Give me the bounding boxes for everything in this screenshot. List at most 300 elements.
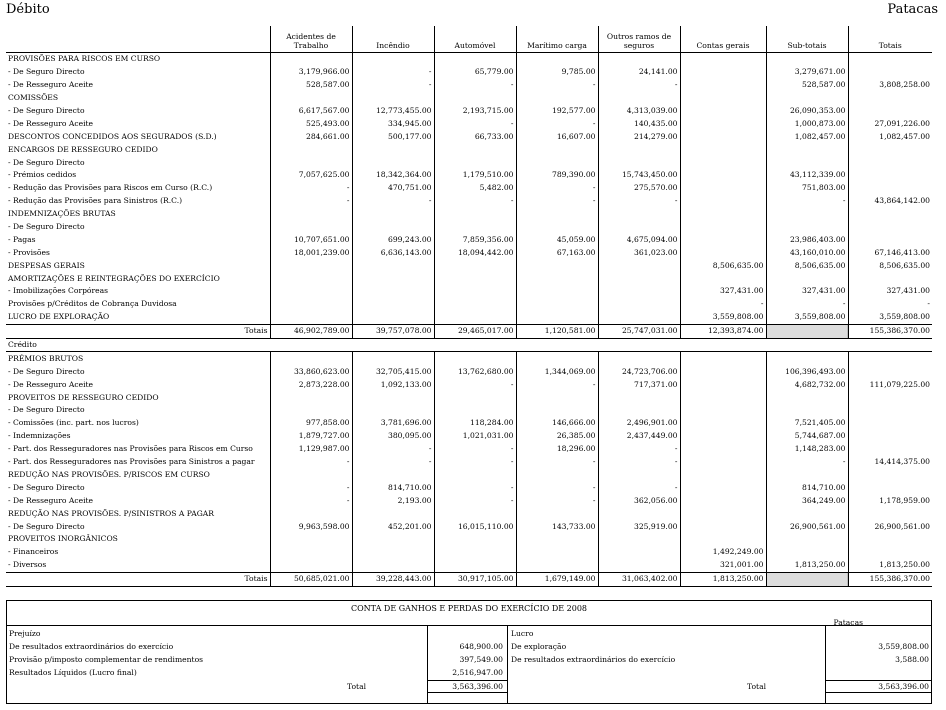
cell-value <box>516 311 598 324</box>
cell-value: 1,129,987.00 <box>270 443 352 456</box>
cell-value: 46,902,789.00 <box>270 324 352 338</box>
cell-value <box>680 443 766 456</box>
cell-value: 39,757,078.00 <box>352 324 434 338</box>
cell-value: - <box>516 195 598 208</box>
row-label: - Diversos <box>8 560 47 570</box>
cell-value <box>352 208 434 221</box>
cell-value <box>598 92 680 105</box>
cell-value <box>680 105 766 118</box>
cell-value <box>598 559 680 572</box>
row-label: - Provisões <box>8 247 50 257</box>
cell-value: 26,385.00 <box>516 430 598 443</box>
cell-value <box>598 533 680 546</box>
cell-value <box>270 546 352 559</box>
table-row <box>6 365 932 378</box>
cell-value <box>848 233 932 246</box>
cell-value <box>848 417 932 430</box>
cell-value: 26,900,561.00 <box>766 520 848 533</box>
cell-value: 1,178,959.00 <box>848 494 932 507</box>
row-label: Totais <box>6 324 270 338</box>
cell-value <box>848 365 932 378</box>
cell-value: 327,431.00 <box>766 285 848 298</box>
pl-item-label: De resultados extraordinários do exercício <box>9 642 174 651</box>
cell-value <box>434 156 516 169</box>
cell-value: - <box>516 494 598 507</box>
cell-value: 3,559,808.00 <box>766 311 848 324</box>
cell-value <box>766 324 848 338</box>
cell-value <box>680 169 766 182</box>
cell-value <box>516 272 598 285</box>
cell-value: 717,371.00 <box>598 378 680 391</box>
cell-value <box>516 298 598 311</box>
cell-value: 192,577.00 <box>516 105 598 118</box>
row-label: - De Seguro Directo <box>8 67 85 77</box>
profit-total-label: Total <box>747 682 767 691</box>
cell-value <box>270 391 352 404</box>
cell-value: 16,015,110.00 <box>434 520 516 533</box>
cell-value <box>516 259 598 272</box>
pl-item-value: 397,549.00 <box>459 655 503 664</box>
pl-item-value: 648,900.00 <box>459 642 503 651</box>
cell-value: 321,001.00 <box>680 559 766 572</box>
table-row <box>6 53 932 66</box>
cell-value <box>270 143 352 156</box>
cell-value <box>680 507 766 520</box>
cell-value <box>680 378 766 391</box>
table-row <box>6 221 932 234</box>
cell-value: 65,779.00 <box>434 66 516 79</box>
row-label: - Financeiros <box>8 547 59 557</box>
row-label: PRÉMIOS BRUTOS <box>8 353 84 363</box>
cell-value: - <box>434 481 516 494</box>
cell-value <box>434 352 516 365</box>
cell-value: 977,858.00 <box>270 417 352 430</box>
profit-total-value: 3,563,396.00 <box>878 682 929 691</box>
row-label: - Part. dos Resseguradores nas Provisões para Sinistros a pagar <box>8 457 255 467</box>
cell-value: - <box>516 182 598 195</box>
table-row <box>6 430 932 443</box>
cell-value: 7,057,625.00 <box>270 169 352 182</box>
row-label: - De Resseguro Aceite <box>8 80 94 90</box>
cell-value <box>848 533 932 546</box>
pl-item-label: De exploração <box>511 642 567 651</box>
row-label: PROVEITOS INORGÂNICOS <box>8 534 118 544</box>
cell-value <box>270 352 352 365</box>
cell-value <box>680 481 766 494</box>
cell-value <box>352 285 434 298</box>
cell-value <box>434 391 516 404</box>
row-label: - De Seguro Directo <box>8 366 85 376</box>
table-row <box>6 156 932 169</box>
row-label: REDUÇÃO NAS PROVISÕES. P/SINISTROS A PAGAR <box>8 508 214 518</box>
table-row <box>6 182 932 195</box>
cell-value: 13,762,680.00 <box>434 365 516 378</box>
cell-value <box>766 404 848 417</box>
cell-value: - <box>766 195 848 208</box>
table-row <box>6 533 932 546</box>
row-label: AMORTIZAÇÕES E REINTEGRAÇÕES DO EXERCÍCIO <box>8 273 220 283</box>
cell-value <box>270 507 352 520</box>
cell-value: - <box>598 443 680 456</box>
cell-value: 18,001,239.00 <box>270 246 352 259</box>
cell-value: 7,859,356.00 <box>434 233 516 246</box>
cell-value <box>848 352 932 365</box>
cell-value: 1,148,283.00 <box>766 443 848 456</box>
cell-value <box>766 507 848 520</box>
cell-value <box>680 430 766 443</box>
cell-value <box>598 404 680 417</box>
profit-heading: Lucro <box>511 629 534 638</box>
cell-value <box>352 391 434 404</box>
cell-value: 528,587.00 <box>270 79 352 92</box>
cell-value: - <box>516 117 598 130</box>
cell-value <box>434 311 516 324</box>
table-row <box>6 391 932 404</box>
cell-value <box>434 259 516 272</box>
cell-value <box>516 546 598 559</box>
cell-value <box>434 208 516 221</box>
cell-value <box>848 182 932 195</box>
cell-value <box>516 469 598 482</box>
cell-value <box>680 533 766 546</box>
cell-value <box>270 92 352 105</box>
table-row <box>6 233 932 246</box>
cell-value <box>680 469 766 482</box>
cell-value: 12,393,874.00 <box>680 324 766 338</box>
cell-value: - <box>766 456 848 469</box>
cell-value <box>766 143 848 156</box>
cell-value <box>766 53 848 66</box>
column-header-4: Marítimo carga <box>516 26 598 53</box>
cell-value: 9,785.00 <box>516 66 598 79</box>
cell-value: 5,744,687.00 <box>766 430 848 443</box>
cell-value: - <box>270 182 352 195</box>
cell-value: 5,482.00 <box>434 182 516 195</box>
cell-value <box>680 195 766 208</box>
cell-value <box>848 169 932 182</box>
table-row <box>6 195 932 208</box>
cell-value: - <box>434 79 516 92</box>
cell-value <box>516 53 598 66</box>
cell-value <box>766 272 848 285</box>
cell-value <box>270 221 352 234</box>
cell-value: 1,120,581.00 <box>516 324 598 338</box>
cell-value: - <box>434 378 516 391</box>
pl-item-label: De resultados extraordinários do exercício <box>511 655 676 664</box>
cell-value <box>766 533 848 546</box>
table-row <box>6 378 932 391</box>
loss-heading: Prejuízo <box>9 629 41 638</box>
row-label: - De Seguro Directo <box>8 222 85 232</box>
cell-value: 1,092,133.00 <box>352 378 434 391</box>
column-header-2: Incêndio <box>352 26 434 53</box>
cell-value <box>766 221 848 234</box>
cell-value: 1,021,031.00 <box>434 430 516 443</box>
cell-value: 26,900,561.00 <box>848 520 932 533</box>
cell-value <box>270 533 352 546</box>
cell-value <box>516 352 598 365</box>
cell-value <box>270 208 352 221</box>
cell-value: - <box>766 298 848 311</box>
cell-value <box>598 391 680 404</box>
table-row <box>6 259 932 272</box>
cell-value: 4,682,732.00 <box>766 378 848 391</box>
cell-value: 3,808,258.00 <box>848 79 932 92</box>
cell-value <box>766 572 848 586</box>
cell-value: - <box>270 456 352 469</box>
row-label: - De Seguro Directo <box>8 106 85 115</box>
column-header-row <box>6 26 932 53</box>
cell-value: - <box>516 456 598 469</box>
cell-value <box>680 233 766 246</box>
cell-value <box>680 130 766 143</box>
cell-value: 325,919.00 <box>598 520 680 533</box>
table-row <box>6 352 932 365</box>
cell-value: 275,570.00 <box>598 182 680 195</box>
profit-loss-account <box>6 600 932 704</box>
cell-value <box>598 298 680 311</box>
cell-value: - <box>434 456 516 469</box>
cell-value <box>352 546 434 559</box>
cell-value: 67,163.00 <box>516 246 598 259</box>
cell-value: 2,496,901.00 <box>598 417 680 430</box>
cell-value: 18,342,364.00 <box>352 169 434 182</box>
cell-value <box>270 285 352 298</box>
cell-value <box>848 66 932 79</box>
cell-value <box>680 404 766 417</box>
cell-value <box>352 533 434 546</box>
cell-value: 284,661.00 <box>270 130 352 143</box>
cell-value: 12,773,455.00 <box>352 105 434 118</box>
cell-value: 43,112,339.00 <box>766 169 848 182</box>
column-header-5: Outros ramos de seguros <box>598 26 680 53</box>
cell-value: 470,751.00 <box>352 182 434 195</box>
table-row <box>6 143 932 156</box>
cell-value: 111,079,225.00 <box>848 378 932 391</box>
cell-value <box>434 546 516 559</box>
row-label: COMISSÕES <box>8 93 59 103</box>
cell-value: - <box>352 79 434 92</box>
table-row <box>6 208 932 221</box>
row-label: - Imobilizações Corpóreas <box>8 286 109 296</box>
pl-item-value: 2,516,947.00 <box>452 668 503 677</box>
cell-value <box>848 92 932 105</box>
cell-value: 30,917,105.00 <box>434 572 516 586</box>
cell-value <box>270 298 352 311</box>
table-row <box>6 417 932 430</box>
table-row <box>6 298 932 311</box>
credit-total-row <box>6 572 932 586</box>
cell-value <box>516 404 598 417</box>
row-label: PROVISÕES PARA RISCOS EM CURSO <box>8 54 161 64</box>
cell-value <box>680 208 766 221</box>
cell-value <box>598 546 680 559</box>
cell-value: 155,386,370.00 <box>848 572 932 586</box>
cell-value <box>848 469 932 482</box>
cell-value <box>848 156 932 169</box>
cell-value: 3,781,696.00 <box>352 417 434 430</box>
column-header-7: Sub-totais <box>766 26 848 53</box>
row-label: DESCONTOS CONCEDIDOS AOS SEGURADOS (S.D.) <box>8 131 217 141</box>
cell-value: 31,063,402.00 <box>598 572 680 586</box>
cell-value <box>598 221 680 234</box>
row-label: REDUÇÃO NAS PROVISÕES. P/RISCOS EM CURSO <box>8 469 210 479</box>
cell-value: 29,465,017.00 <box>434 324 516 338</box>
cell-value <box>434 53 516 66</box>
table-row <box>6 79 932 92</box>
cell-value <box>848 105 932 118</box>
cell-value <box>270 156 352 169</box>
table-row <box>6 520 932 533</box>
cell-value <box>848 430 932 443</box>
cell-value <box>848 272 932 285</box>
cell-value <box>516 156 598 169</box>
cell-value <box>848 404 932 417</box>
cell-value: 699,243.00 <box>352 233 434 246</box>
cell-value: - <box>680 298 766 311</box>
cell-value: 39,228,443.00 <box>352 572 434 586</box>
cell-value: 9,963,598.00 <box>270 520 352 533</box>
cell-value <box>352 92 434 105</box>
pl-item-value: 3,559,808.00 <box>878 642 929 651</box>
pl-item-label: Provisão p/imposto complementar de rendimentos <box>9 655 204 664</box>
cell-value: - <box>352 443 434 456</box>
cell-value <box>680 53 766 66</box>
cell-value <box>434 559 516 572</box>
cell-value <box>680 221 766 234</box>
cell-value: - <box>270 494 352 507</box>
cell-value: 2,437,449.00 <box>598 430 680 443</box>
operating-account-table <box>6 26 932 587</box>
row-label: DESPESAS GERAIS <box>8 260 85 270</box>
cell-value <box>598 469 680 482</box>
cell-value <box>766 352 848 365</box>
cell-value <box>680 156 766 169</box>
cell-value <box>516 208 598 221</box>
cell-value <box>598 208 680 221</box>
cell-value <box>516 92 598 105</box>
cell-value: 1,000,873.00 <box>766 117 848 130</box>
cell-value: 789,390.00 <box>516 169 598 182</box>
cell-value <box>352 311 434 324</box>
row-label: PROVEITOS DE RESSEGURO CEDIDO <box>8 392 159 402</box>
row-label: LUCRO DE EXPLORAÇÃO <box>8 312 110 322</box>
cell-value: 14,414,375.00 <box>848 456 932 469</box>
table-row <box>6 443 932 456</box>
cell-value: 814,710.00 <box>352 481 434 494</box>
cell-value <box>598 143 680 156</box>
cell-value: 2,193,715.00 <box>434 105 516 118</box>
cell-value <box>848 481 932 494</box>
cell-value <box>598 285 680 298</box>
cell-value <box>680 391 766 404</box>
table-row <box>6 105 932 118</box>
cell-value: 364,249.00 <box>766 494 848 507</box>
table-row <box>6 92 932 105</box>
row-label: - Comissões (inc. part. nos lucros) <box>8 418 139 428</box>
cell-value: 66,733.00 <box>434 130 516 143</box>
cell-value: 43,864,142.00 <box>848 195 932 208</box>
table-row <box>6 481 932 494</box>
cell-value: - <box>516 79 598 92</box>
cell-value: 525,493.00 <box>270 117 352 130</box>
cell-value: 18,094,442.00 <box>434 246 516 259</box>
cell-value <box>352 259 434 272</box>
cell-value <box>598 259 680 272</box>
cell-value <box>270 404 352 417</box>
column-header-3: Automóvel <box>434 26 516 53</box>
row-label: ENCARGOS DE RESSEGURO CEDIDO <box>8 144 158 154</box>
cell-value: 3,559,808.00 <box>848 311 932 324</box>
cell-value: 15,743,450.00 <box>598 169 680 182</box>
cell-value: 6,617,567.00 <box>270 105 352 118</box>
cell-value <box>434 272 516 285</box>
table-row <box>6 494 932 507</box>
column-header-0 <box>6 26 270 53</box>
cell-value: 361,023.00 <box>598 246 680 259</box>
cell-value: 8,506,635.00 <box>766 259 848 272</box>
cell-value <box>680 92 766 105</box>
cell-value <box>848 546 932 559</box>
cell-value <box>352 469 434 482</box>
cell-value <box>516 559 598 572</box>
row-label: - Redução das Provisões para Sinistros (R.C.) <box>8 196 183 206</box>
cell-value: - <box>598 456 680 469</box>
cell-value <box>680 456 766 469</box>
cell-value: 106,396,493.00 <box>766 365 848 378</box>
cell-value <box>680 272 766 285</box>
cell-value <box>270 53 352 66</box>
cell-value: 4,313,039.00 <box>598 105 680 118</box>
cell-value: - <box>352 195 434 208</box>
cell-value <box>598 272 680 285</box>
row-label: - De Seguro Directo <box>8 521 85 531</box>
cell-value <box>270 259 352 272</box>
row-label: - De Resseguro Aceite <box>8 118 94 128</box>
cell-value: 140,435.00 <box>598 117 680 130</box>
cell-value: 18,296.00 <box>516 443 598 456</box>
cell-value: 25,747,031.00 <box>598 324 680 338</box>
cell-value: 3,279,671.00 <box>766 66 848 79</box>
cell-value <box>352 53 434 66</box>
cell-value <box>352 352 434 365</box>
cell-value: 7,521,405.00 <box>766 417 848 430</box>
cell-value <box>352 404 434 417</box>
cell-value: - <box>434 443 516 456</box>
cell-value <box>270 272 352 285</box>
cell-value: 50,685,021.00 <box>270 572 352 586</box>
cell-value: 27,091,226.00 <box>848 117 932 130</box>
pl-item-label: Resultados Líquidos (Lucro final) <box>9 668 137 677</box>
cell-value <box>598 53 680 66</box>
cell-value <box>434 92 516 105</box>
cell-value: 4,675,094.00 <box>598 233 680 246</box>
cell-value <box>434 221 516 234</box>
cell-value: 3,179,966.00 <box>270 66 352 79</box>
row-label: - Redução das Provisões para Riscos em Curso (R.C.) <box>8 183 213 193</box>
cell-value <box>766 391 848 404</box>
currency-heading: Patacas <box>887 2 938 17</box>
cell-value: 214,279.00 <box>598 130 680 143</box>
row-label: - De Resseguro Aceite <box>8 379 94 389</box>
cell-value <box>352 298 434 311</box>
cell-value: 8,506,635.00 <box>680 259 766 272</box>
cell-value <box>352 559 434 572</box>
table-row <box>6 559 932 572</box>
cell-value <box>680 417 766 430</box>
credit-section-row <box>6 338 932 352</box>
cell-value: 1,344,069.00 <box>516 365 598 378</box>
